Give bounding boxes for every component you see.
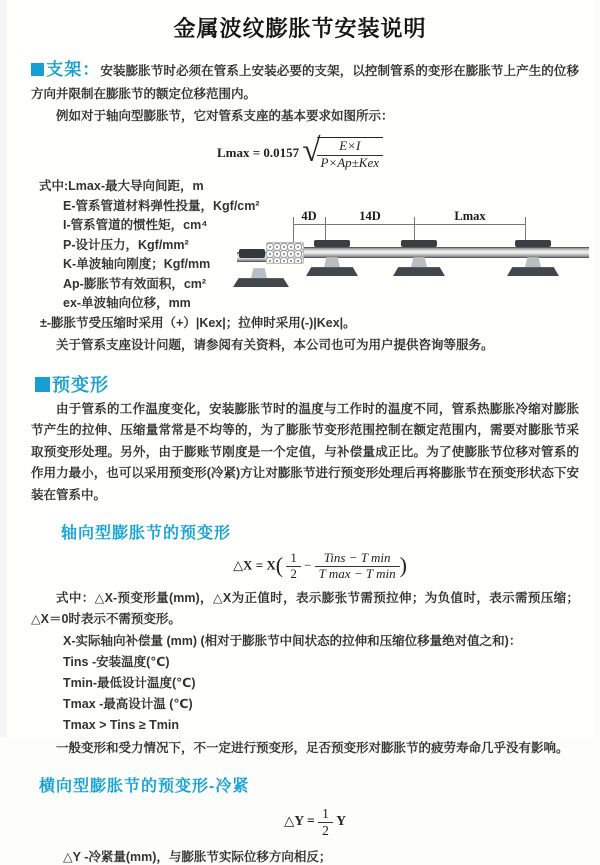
- support-cap: [401, 240, 437, 247]
- axial-explain-paragraph: 式中：△X-预变形量(mm)，△X为正值时，表示膨张节需预拉伸；为负值时，表示需预压缩；△X＝0时表示不需预变形。: [31, 590, 579, 627]
- support-note-line: 关于管系支座设计问题，请参阅有关资料，本公司也可为用户提供咨询等服务。: [56, 338, 494, 353]
- open-paren: (: [275, 552, 284, 578]
- definition-line: Tins -安装温度(℃): [63, 654, 170, 669]
- one-half-fraction: [318, 806, 333, 838]
- definition-line: X-实际轴向补偿量 (mm) (相对于膨胀节中间状态的拉伸和压缩位移量绝对值之和)：: [63, 633, 522, 648]
- definitions-and-diagram: [37, 177, 593, 333]
- axial-subsection-heading: 轴向型膨胀节的预变形: [61, 525, 232, 543]
- bellows-icon: [266, 242, 304, 264]
- axial-definition-list: [37, 631, 579, 736]
- close-paren: ): [399, 552, 407, 578]
- lmax-formula-lhs: Lmax = 0.0157: [216, 145, 300, 161]
- axial-formula-numerator: Tins − T min: [323, 550, 391, 566]
- pipe-support-diagram: [237, 209, 589, 313]
- document-page: [7, 0, 593, 864]
- lateral-formula-rhs: Y: [336, 813, 346, 829]
- blue-square-icon: [35, 377, 50, 392]
- half-denominator: 2: [286, 566, 301, 582]
- dimension-line: [293, 224, 525, 225]
- support-cap: [239, 249, 265, 258]
- half-denominator: 2: [318, 822, 333, 839]
- axial-formula: [47, 551, 593, 582]
- support-intro-text: 安装膨胀节时必须在管系上安装必要的支架，以控制管系的变形在膨胀节上产生的位移方向并限制在膨胀节的额定位移范围内。: [31, 64, 579, 102]
- definition-line: P-设计压力，Kgf/mm²: [63, 237, 189, 252]
- lateral-formula: [37, 806, 593, 838]
- lmax-formula: [7, 133, 593, 171]
- definition-line: Tmax > Tins ≥ Tmin: [63, 717, 180, 732]
- half-numerator: 1: [290, 550, 297, 566]
- support-base: [306, 267, 358, 276]
- support-section-heading: 支架：: [46, 60, 101, 79]
- lateral-definition-line: △Y -冷紧量(mm)，与膨胀节实际位移方向相反；: [63, 849, 332, 864]
- support-neck: [324, 257, 340, 267]
- one-half-fraction: [286, 551, 301, 582]
- lateral-formula-lhs: △Y =: [284, 813, 315, 829]
- pipe: [295, 247, 589, 258]
- dim-label-4d: 4D: [301, 209, 317, 224]
- predeform-paragraph: 由于管系的工作温度变化，安装膨胀节时的温度与工作时的温度不同，管系热膨胀冷缩对膨胀节产生的拉伸、压缩量常常是不均等的，为了膨胀节变形范围控制在额定范围内，需要对膨胀节采取预变形处理。另外，由于膨账节刚度是一个定值，与补偿量成正比。为了使膨胀节位移对管系的作用力最小，也可以采用预变形(冷紧)方让对膨胀节进行预变形处理后再将膨胀节在预变形状态下安装在管系中。: [31, 401, 579, 502]
- support-neck: [525, 257, 541, 267]
- support-neck: [411, 257, 427, 267]
- page-edge-band: [0, 0, 7, 737]
- definition-line: K-单波轴向刚度；Kgf/mm: [63, 257, 211, 272]
- blue-square-icon: [31, 63, 44, 76]
- dim-label-14d: 14D: [359, 209, 381, 224]
- support-example-line: 例如对于轴向型膨胀节，它对管系支座的基本要求如图所示：: [56, 108, 394, 123]
- definition-line: Tmin-最低设计温度(℃): [63, 675, 196, 690]
- axial-formula-denominator: T max − T min: [315, 566, 400, 582]
- temperature-fraction: [315, 551, 400, 582]
- predeform-section-heading: [35, 371, 593, 397]
- lateral-subsection-heading: 横向型膨胀节的预变形-冷紧: [39, 778, 250, 796]
- sqrt-radicand: [317, 137, 384, 171]
- predeform-heading-text: 预变形: [52, 374, 109, 395]
- definition-line: ex-单波轴向位移，mm: [63, 296, 191, 311]
- dim-label-lmax: Lmax: [454, 209, 486, 224]
- definition-line: ±-膨胀节受压缩时采用（+）|Kex|；拉伸时采用(-)|Kex|。: [40, 315, 356, 330]
- axial-formula-lhs: △X = X: [233, 557, 276, 573]
- lmax-formula-numerator: E×I: [317, 139, 384, 156]
- axial-closing-line: 一般变形和受力情况下，不一定进行预变形，足否预变形对膨胀节的疲劳寿命几乎没有影响。: [56, 740, 569, 755]
- support-cap: [314, 240, 350, 247]
- definition-line: 式中:Lmax-最大导向间距，m: [39, 179, 204, 194]
- half-numerator: 1: [322, 806, 329, 822]
- support-neck: [251, 268, 267, 278]
- sqrt-symbol: √: [302, 133, 321, 170]
- definition-line: I-管系管道的惯性矩，cm⁴: [63, 218, 208, 233]
- definition-line: Ap-膨胀节有效面积，cm²: [63, 276, 207, 291]
- support-base: [233, 278, 289, 287]
- definition-line: E-管系管道材料弹性投量，Kgf/cm²: [63, 198, 260, 213]
- support-cap: [515, 240, 551, 247]
- support-intro-paragraph: [31, 55, 579, 106]
- page-title: 金属波纹膨胀节安装说明: [173, 16, 427, 41]
- support-base: [507, 267, 559, 276]
- minus-sign: −: [304, 557, 312, 573]
- definition-line: Tmax -最高设计温 (℃): [63, 696, 193, 711]
- support-base: [393, 267, 445, 276]
- lmax-formula-denominator: P×Ap±Kex: [320, 155, 380, 171]
